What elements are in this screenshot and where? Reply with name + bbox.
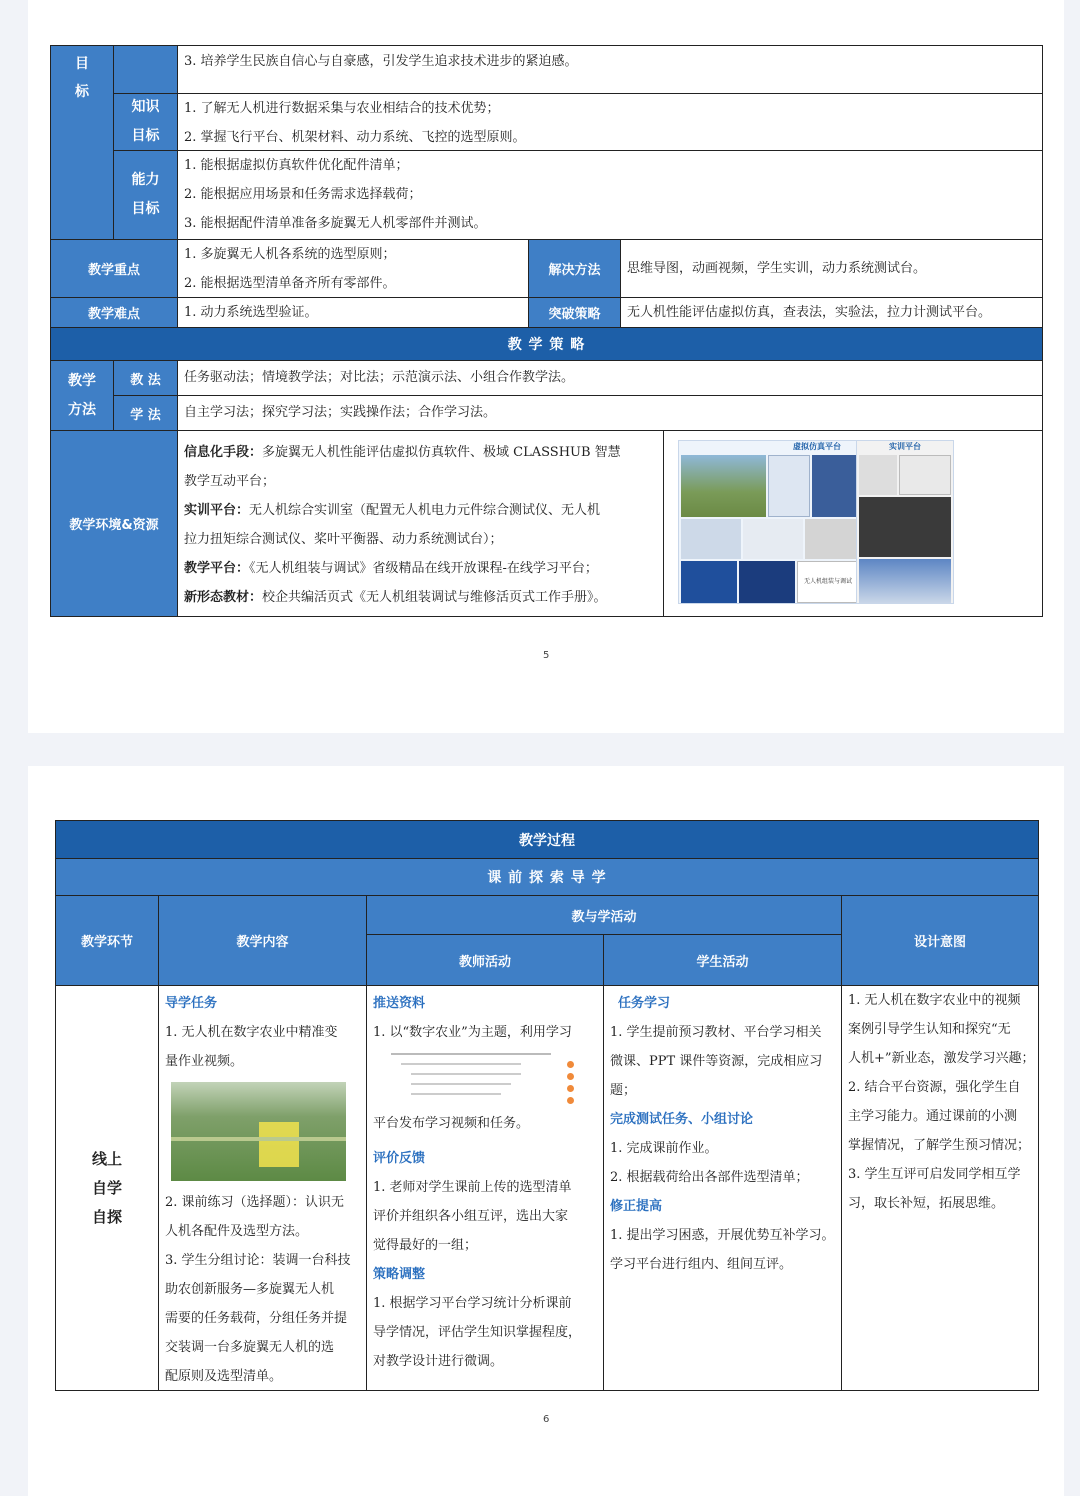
col-teacher: 教师活动 (366, 934, 604, 986)
breakthrough-label: 突破策略 (528, 297, 621, 328)
key-points-text: 1. 多旋翼无人机各系统的选型原则； 2. 能根据选型清单备齐所有零部件。 (177, 239, 529, 298)
ability-label: 能力 目标 (113, 150, 178, 240)
farm-video-thumbnail (171, 1082, 346, 1181)
training-platform-collage: 实训平台 (856, 440, 954, 604)
field-photo (681, 455, 766, 517)
col-intent: 设计意图 (841, 895, 1039, 986)
knowledge-label: 知识 目标 (113, 93, 178, 151)
solution-text: 思维导图，动画视频，学生实训，动力系统测试台。 (620, 239, 1043, 298)
course-cover (681, 561, 737, 603)
col-content: 教学内容 (158, 895, 367, 986)
solution-label: 解决方法 (528, 239, 621, 298)
virtual-platform-collage: 虚拟仿真平台 无人机组装与调试 (678, 440, 954, 604)
field-road (171, 1137, 346, 1141)
stage-cell: 线上 自学 自探 (55, 985, 159, 1391)
env-resources: 信息化手段：多旋翼无人机性能评估虚拟仿真软件、极域 CLASSHUB 智慧 教学互动平台； 实训平台：无人机综合实训室（配置无人机电力元件综合测试仪、无人机 拉力扭矩综合测试仪、桨叶平衡器、动力系统测试台）； 教学平台：《无人机组装与调试》省级精品在线开放课程-在线学习平台； 新形态教材：校企共编活页式《无人机组装调试与维修活页式工作手册》。 (177, 430, 664, 617)
env-image-cell (663, 430, 1043, 617)
col-activity: 教与学活动 (366, 895, 842, 935)
difficulty-text: 1. 动力系统选型验证。 (177, 297, 529, 328)
phase-header: 课 前 探 索 导 学 (55, 858, 1039, 896)
software-screen (768, 455, 810, 517)
page-5 (28, 0, 1064, 733)
goal-label: 目 标 (75, 56, 89, 100)
course-cover-2 (739, 561, 795, 603)
student-cell: 任务学习 1. 学生提前预习教材、平台学习相关 微课、PPT 课件等资源，完成相应习 题； 完成测试任务、小组讨论 1. 完成课前作业。 2. 根据载荷给出各部件选型清单； 修正提高 1. 提出学习困惑，开展优势互补学习。 学习平台进行组内、组间互评。 (603, 985, 842, 1391)
platform-outline-thumbnail (391, 1049, 581, 1105)
difficulty-label: 教学难点 (50, 297, 178, 328)
spray-area (259, 1122, 299, 1167)
learn-method-label: 学 法 (113, 395, 178, 431)
screen-thumb-2 (743, 519, 803, 559)
strategy-header: 教 学 策 略 (50, 327, 1043, 361)
ability-goals: 1. 能根据虚拟仿真软件优化配件清单； 2. 能根据应用场景和任务需求选择载荷； 3. 能根据配件清单准备多旋翼无人机零部件并测试。 (177, 150, 1043, 240)
textbook-cover: 无人机组装与调试 (797, 561, 859, 603)
learn-method-text: 自主学习法；探究学习法；实践操作法；合作学习法。 (177, 395, 1043, 431)
tester-photo-2 (899, 455, 951, 495)
page-6 (28, 766, 1064, 1496)
teacher-cell: 推送资料 1. 以“数字农业”为主题，利用学习 平台发布学习视频和任务。 评价反馈 1. 老师对学生课前上传的选型清单 评价并组织各小组互评，选出大家 觉得最好的一组； 策略调整 1. 根据学习平台学习统计分析课前 导学情况，评估学生知识掌握程度， 对教学设计进行微调。 (366, 985, 604, 1391)
page-number: 6 (543, 1414, 550, 1425)
teach-method-text: 任务驱动法；情境教学法；对比法；示范演示法、小组合作教学法。 (177, 360, 1043, 396)
goal-label-cell (50, 45, 114, 240)
page-number: 5 (543, 650, 550, 661)
lab-rack-photo (859, 497, 951, 557)
knowledge-goals: 1. 了解无人机进行数据采集与农业相结合的技术优势； 2. 掌握飞行平台、机架材料、动力系统、飞控的选型原则。 (177, 93, 1043, 151)
software-screen-2 (812, 455, 860, 517)
env-label: 教学环境&资源 (50, 430, 178, 617)
key-points-label: 教学重点 (50, 239, 178, 298)
lab-room-photo (859, 559, 951, 603)
quality-goal-text: 3. 培养学生民族自信心与自豪感，引发学生追求技术进步的紧迫感。 (177, 45, 1043, 94)
col-student: 学生活动 (603, 934, 842, 986)
content-cell: 导学任务 1. 无人机在数字农业中精准变 量作业视频。 2. 课前练习（选择题）：认识无 人机各配件及选型方法。 3. 学生分组讨论：装调一台科技 助农创新服务—多旋翼无人机 需要的任务载荷，分组任务并提 交装调一台多旋翼无人机的选 配原则及选型清单。 (158, 985, 367, 1391)
col-stage: 教学环节 (55, 895, 159, 986)
quality-sublabel-cell (113, 45, 178, 94)
process-header: 教学过程 (55, 820, 1039, 859)
breakthrough-text: 无人机性能评估虚拟仿真，查表法，实验法，拉力计测试平台。 (620, 297, 1043, 328)
tester-photo (859, 455, 897, 495)
screen-thumb (681, 519, 741, 559)
teach-method-label: 教 法 (113, 360, 178, 396)
method-label: 教学 方法 (50, 360, 114, 431)
intent-cell: 1. 无人机在数字农业中的视频 案例引导学生认知和探究“无 人机+”新业态，激发学习兴趣； 2. 结合平台资源，强化学生自 主学习能力。通过课前的小测 掌握情况，了解学生预习情况； 3. 学生互评可启发同学相互学 习，取长补短，拓展思维。 (841, 985, 1039, 1391)
